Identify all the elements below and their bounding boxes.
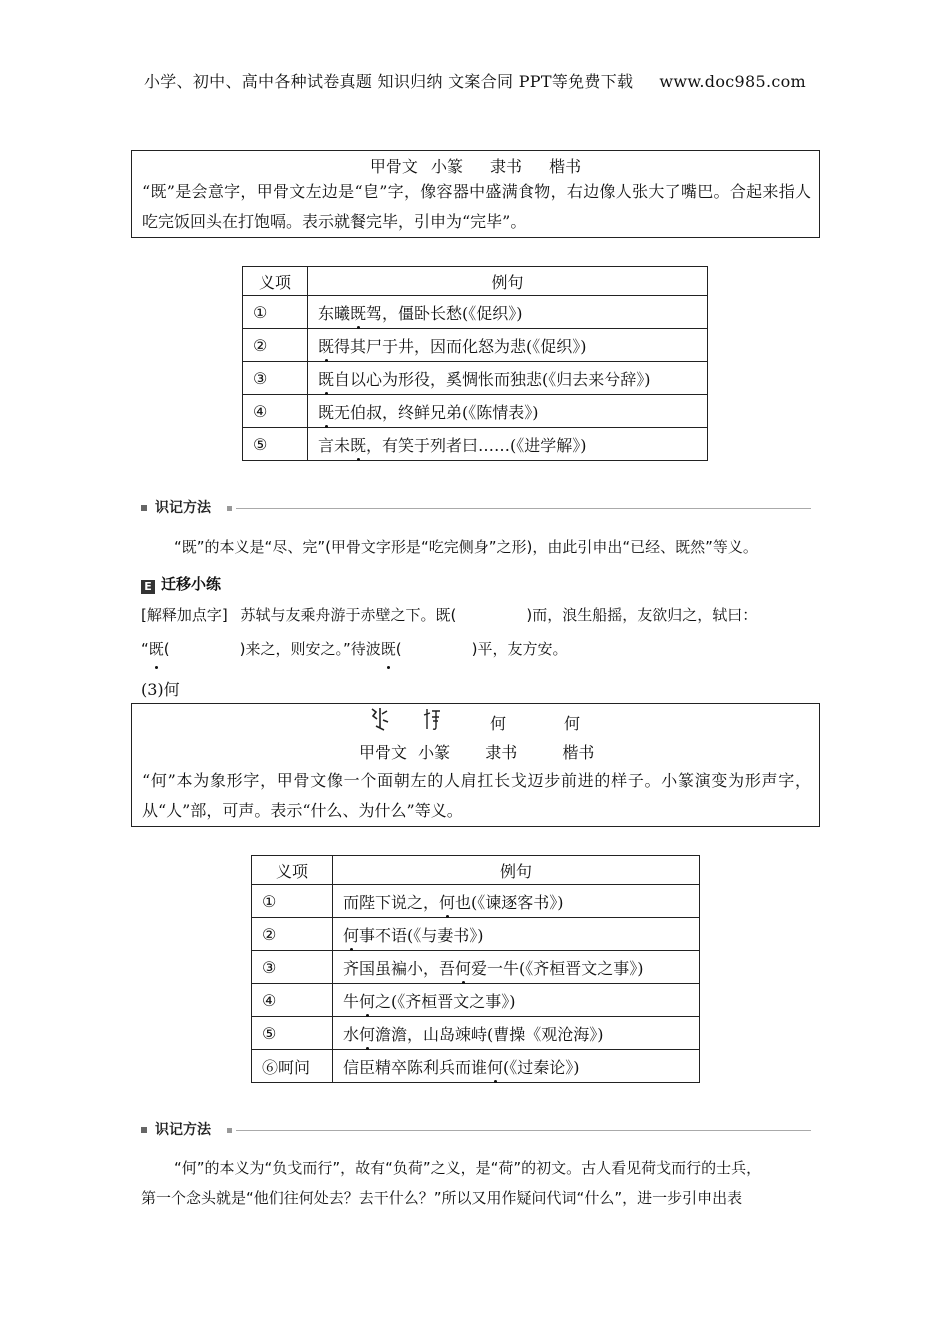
col-header-example: 例句 <box>333 856 700 885</box>
table-row <box>252 951 700 984</box>
dotted-char: 既 <box>318 334 334 357</box>
example-sentence: 而陛下说之，何也(《谏逐客书》) <box>333 885 700 918</box>
sense-number: ③ <box>243 362 308 395</box>
col-header-sense: 义项 <box>243 267 308 296</box>
table-row <box>252 918 700 951</box>
dotted-char: 何 <box>343 923 359 946</box>
example-sentence: 既自以心为形役，奚惆怅而独悲(《归去来兮辞》) <box>308 362 708 395</box>
practice-line-1: [解释加点字] 苏轼与友乘舟游于赤壁之下。既( )而，浪生船摇，友欲归之，轼曰： <box>141 600 831 630</box>
divider-line <box>236 1130 811 1131</box>
sense-number: ② <box>243 329 308 362</box>
example-sentence: 东曦既驾，僵卧长愁(《促织》) <box>308 296 708 329</box>
col-header-example: 例句 <box>308 267 708 296</box>
sense-number: ① <box>252 885 333 918</box>
dotted-char: 既 <box>318 400 334 423</box>
dotted-char: 既 <box>381 634 396 664</box>
sense-number: ⑤ <box>252 1017 333 1050</box>
header-url[interactable]: www.doc985.com <box>659 72 807 91</box>
dotted-char: 何 <box>487 1055 503 1078</box>
table-row <box>243 329 708 362</box>
dotted-char: 何 <box>439 890 455 913</box>
dotted-char: 既 <box>149 634 164 664</box>
example-sentence: 信臣精卒陈利兵而谁何(《过秦论》) <box>333 1050 700 1083</box>
table-row <box>252 885 700 918</box>
table-row <box>243 362 708 395</box>
divider-line <box>236 508 811 509</box>
example-sentence: 言未既，有笑于列者曰……(《进学解》) <box>308 428 708 461</box>
he-etymology-text: “何”本为象形字，甲骨文像一个面朝左的人肩扛长戈迈步前进的样子。小篆演变为形声字，从“人”部，可声。表示“什么、为什么”等义。 <box>142 771 811 820</box>
practice-icon: E <box>141 580 155 594</box>
dotted-char: 既 <box>436 600 451 630</box>
example-sentence: 既得其尸于井，因而化怒为悲(《促织》) <box>308 329 708 362</box>
example-sentence: 牛何之(《齐桓晋文之事》) <box>333 984 700 1017</box>
table-row <box>252 1050 700 1083</box>
memory-method-header-2 <box>141 1120 811 1140</box>
memory-method-text-2a: “何”的本义为“负戈而行”，故有“负荷”之义，是“荷”的初文。古人看见荷戈而行的士兵， <box>174 1159 762 1177</box>
memory-method-label: 识记方法 <box>155 500 211 516</box>
dotted-char: 既 <box>350 433 366 456</box>
clerical-glyph: 何 <box>490 714 507 733</box>
practice-title: 迁移小练 <box>161 575 222 593</box>
script-seal: 小篆 <box>430 157 463 176</box>
sense-number: ④ <box>252 984 333 1017</box>
sense-number: ⑥呵问 <box>252 1050 333 1083</box>
oracle-glyph-icon <box>368 706 390 736</box>
bullet-square-icon <box>141 1127 147 1133</box>
divider-square-icon <box>227 1128 232 1133</box>
ji-etymology-box <box>131 150 820 238</box>
script-oracle: 甲骨文 <box>359 743 408 762</box>
sense-number: ⑤ <box>243 428 308 461</box>
memory-method-header <box>141 498 811 518</box>
seal-glyph-icon <box>422 707 442 735</box>
memory-method-label: 识记方法 <box>155 1122 211 1138</box>
script-oracle: 甲骨文 <box>369 157 418 176</box>
ji-scripts-row <box>132 154 819 177</box>
page-header <box>0 69 950 92</box>
script-seal: 小篆 <box>418 743 451 762</box>
bullet-square-icon <box>141 505 147 511</box>
script-regular: 楷书 <box>549 157 582 176</box>
table-row <box>252 1017 700 1050</box>
example-sentence: 既无伯叔，终鲜兄弟(《陈情表》) <box>308 395 708 428</box>
table-row <box>243 296 708 329</box>
divider-square-icon <box>227 506 232 511</box>
sense-number: ④ <box>243 395 308 428</box>
memory-method-text-2b: 第一个念头就是“他们往何处去？去干什么？”所以又用作疑问代词“什么”，进一步引申出表 <box>141 1189 743 1207</box>
sense-number: ② <box>252 918 333 951</box>
table-row <box>243 428 708 461</box>
header-text: 小学、初中、高中各种试卷真题 知识归纳 文案合同 PPT等免费下载 <box>143 72 634 91</box>
dotted-char: 既 <box>350 301 366 324</box>
practice-line-2: “既( )来之，则安之。”待波既( )平，友方安。 <box>141 634 831 664</box>
section-heading-he: (3)何 <box>141 680 180 699</box>
example-sentence: 何事不语(《与妻书》) <box>333 918 700 951</box>
he-scripts-row <box>359 740 594 763</box>
he-sense-table <box>251 855 700 1083</box>
sense-number: ③ <box>252 951 333 984</box>
col-header-sense: 义项 <box>252 856 333 885</box>
dotted-char: 何 <box>455 956 471 979</box>
dotted-char: 何 <box>359 989 375 1012</box>
he-etymology-box <box>131 703 820 827</box>
script-regular: 楷书 <box>562 743 595 762</box>
regular-glyph: 何 <box>564 714 581 733</box>
dotted-char: 何 <box>359 1022 375 1045</box>
memory-method-text: “既”的本义是“尽、完”(甲骨文字形是“吃完侧身”之形)，由此引申出“已经、既然”等义。 <box>174 538 758 556</box>
table-row <box>252 984 700 1017</box>
dotted-char: 既 <box>318 367 334 390</box>
script-clerical: 隶书 <box>490 157 523 176</box>
ji-etymology-text: “既”是会意字，甲骨文左边是“皀”字，像容器中盛满食物，右边像人张大了嘴巴。合起来指人吃完饭回头在打饱嗝。表示就餐完毕，引申为“完毕”。 <box>142 182 811 231</box>
sense-number: ① <box>243 296 308 329</box>
ji-sense-table <box>242 266 708 461</box>
table-row <box>243 395 708 428</box>
practice-title-row <box>141 573 221 594</box>
script-clerical: 隶书 <box>485 743 518 762</box>
practice-instruction: [解释加点字] <box>141 606 228 624</box>
example-sentence: 水何澹澹，山岛竦峙(曹操《观沧海》) <box>333 1017 700 1050</box>
example-sentence: 齐国虽褊小，吾何爱一牛(《齐桓晋文之事》) <box>333 951 700 984</box>
